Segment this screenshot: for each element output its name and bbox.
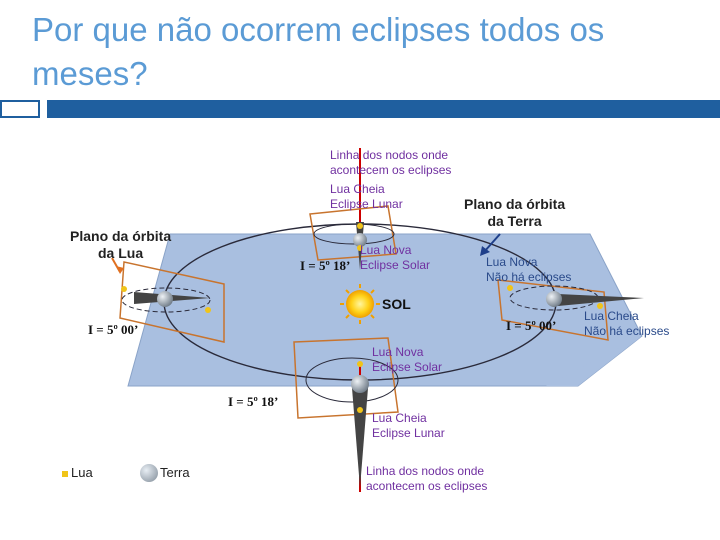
inclination-right: I = 5º 00’ [506,318,557,333]
right-full-moon-label: Lua Cheia Não há eclipses [584,309,670,338]
top-nodes-line-label: Linha dos nodos onde acontecem os eclipses [330,148,452,177]
bottom-moon-full [357,407,363,413]
legend-earth-label: Terra [160,465,190,480]
top-full-moon-label: Lua Cheia Eclipse Lunar [330,182,403,211]
inclination-bottom: I = 5º 18’ [228,394,279,409]
inclination-top: I = 5º 18’ [300,258,351,273]
title-accent-box [0,100,40,118]
bottom-nodes-line-label: Linha dos nodos onde acontecem os eclipses [366,464,488,493]
right-moon-a [507,285,513,291]
bottom-new-moon-label: Lua Nova Eclipse Solar [372,345,443,374]
slide-title: Por que não ocorrem eclipses todos os meses? [32,11,605,92]
sun-icon [340,284,380,324]
bottom-full-moon-label: Lua Cheia Eclipse Lunar [372,411,445,440]
left-moon-b [205,307,211,313]
inclination-left: I = 5º 00’ [88,322,139,337]
legend-moon-swatch [62,471,68,477]
top-new-moon-label: Lua Nova Eclipse Solar [360,243,431,272]
right-earth [546,291,562,307]
title-accent-bar [47,100,720,118]
top-moon-full [357,223,363,229]
legend-moon-label: Lua [71,465,93,480]
moon-orbit-plane-label: Plano da órbita da Lua [70,228,172,261]
right-new-moon-label: Lua Nova Não há eclipses [486,255,572,284]
earth-orbit-plane-label: Plano da órbita da Terra [464,196,566,229]
bottom-earth [351,375,369,393]
left-moon-a [121,286,127,292]
left-earth [157,291,173,307]
legend-earth-swatch [140,464,158,482]
eclipse-diagram [48,142,672,492]
sun-label: SOL [382,296,411,312]
bottom-moon-new [357,361,363,367]
